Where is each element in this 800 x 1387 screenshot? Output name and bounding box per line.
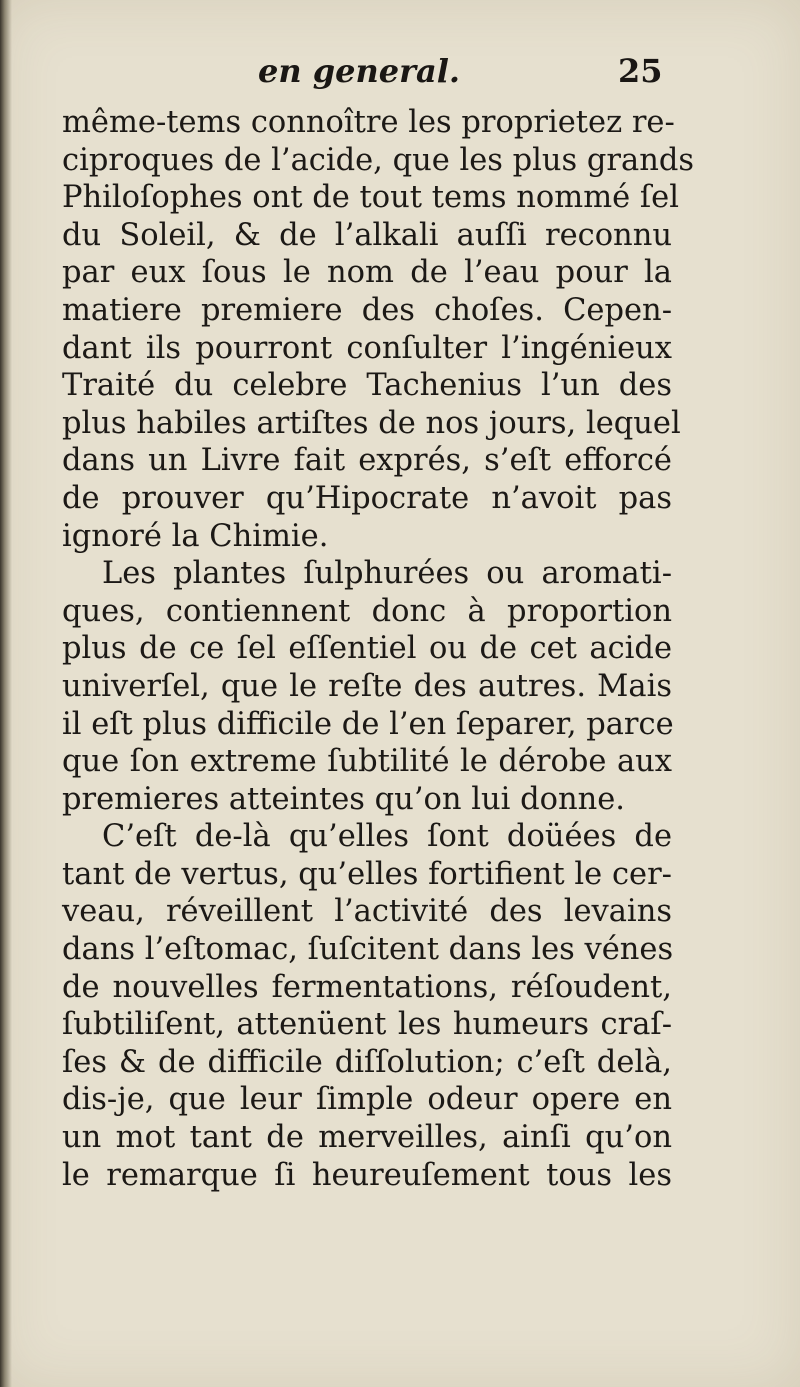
text-line: dans un Livre fait exprés, s’eſt efforcé	[62, 443, 672, 479]
paragraph-start-line: Les plantes ſulphurées ou aromati-	[102, 556, 672, 592]
page-gutter-edge	[0, 0, 12, 1387]
text-line: ſes & de difficile diſſolution; c’eſt delà,	[62, 1044, 672, 1080]
text-line: il eſt plus difficile de l’en ſeparer, parce	[62, 706, 674, 742]
text-line: un mot tant de merveilles, ainſi qu’on	[62, 1120, 672, 1156]
text-line: Philoſophes ont de tout tems nommé ſel	[62, 180, 679, 216]
text-line: le remarque ſi heureuſement tous les	[62, 1157, 672, 1193]
text-line: de prouver qu’Hipocrate n’avoit pas	[62, 480, 672, 516]
running-title: en general.	[258, 52, 461, 90]
text-line: que ſon extreme ſubtilité le dérobe aux	[62, 744, 672, 780]
page-number: 25	[618, 52, 663, 90]
text-line: par eux ſous le nom de l’eau pour la	[62, 255, 672, 291]
text-line: ciproques de l’acide, que les plus grands	[62, 142, 695, 178]
text-line: matiere premiere des choſes. Cepen-	[62, 292, 672, 328]
text-line: univerſel, que le reſte des autres. Mais	[62, 668, 672, 704]
text-line: de nouvelles fermentations, réſoudent,	[62, 969, 672, 1005]
paragraph-start-line: C’eſt de-là qu’elles ſont doüées de	[102, 819, 672, 855]
text-line: plus habiles artiſtes de nos jours, lequel	[62, 405, 681, 441]
text-line: ſubtiliſent, attenüent les humeurs craſ-	[62, 1007, 672, 1043]
text-line: ques, contiennent donc à proportion	[62, 593, 672, 629]
text-line: dant ils pourront conſulter l’ingénieux	[62, 330, 672, 366]
text-line: dans l’eſtomac, ſuſcitent dans les vénes	[62, 932, 674, 968]
text-line: plus de ce ſel eſſentiel ou de cet acide	[62, 631, 672, 667]
page-header	[258, 52, 688, 102]
text-line: veau, réveillent l’activité des levains	[62, 894, 672, 930]
paragraph-end-line: ignoré la Chimie.	[62, 518, 329, 554]
text-line: du Soleil, & de l’alkali auſſi reconnu	[62, 217, 672, 253]
paragraph-end-line: premieres atteintes qu’on lui donne.	[62, 781, 625, 817]
text-line: dis-je, que leur ſimple odeur opere en	[62, 1082, 672, 1118]
text-line: Traité du celebre Tachenius l’un des	[62, 368, 672, 404]
body-text	[62, 104, 695, 1194]
text-line: même-tems connoître les proprietez re-	[62, 105, 675, 140]
text-line: tant de vertus, qu’elles fortifient le cer-	[62, 856, 672, 892]
